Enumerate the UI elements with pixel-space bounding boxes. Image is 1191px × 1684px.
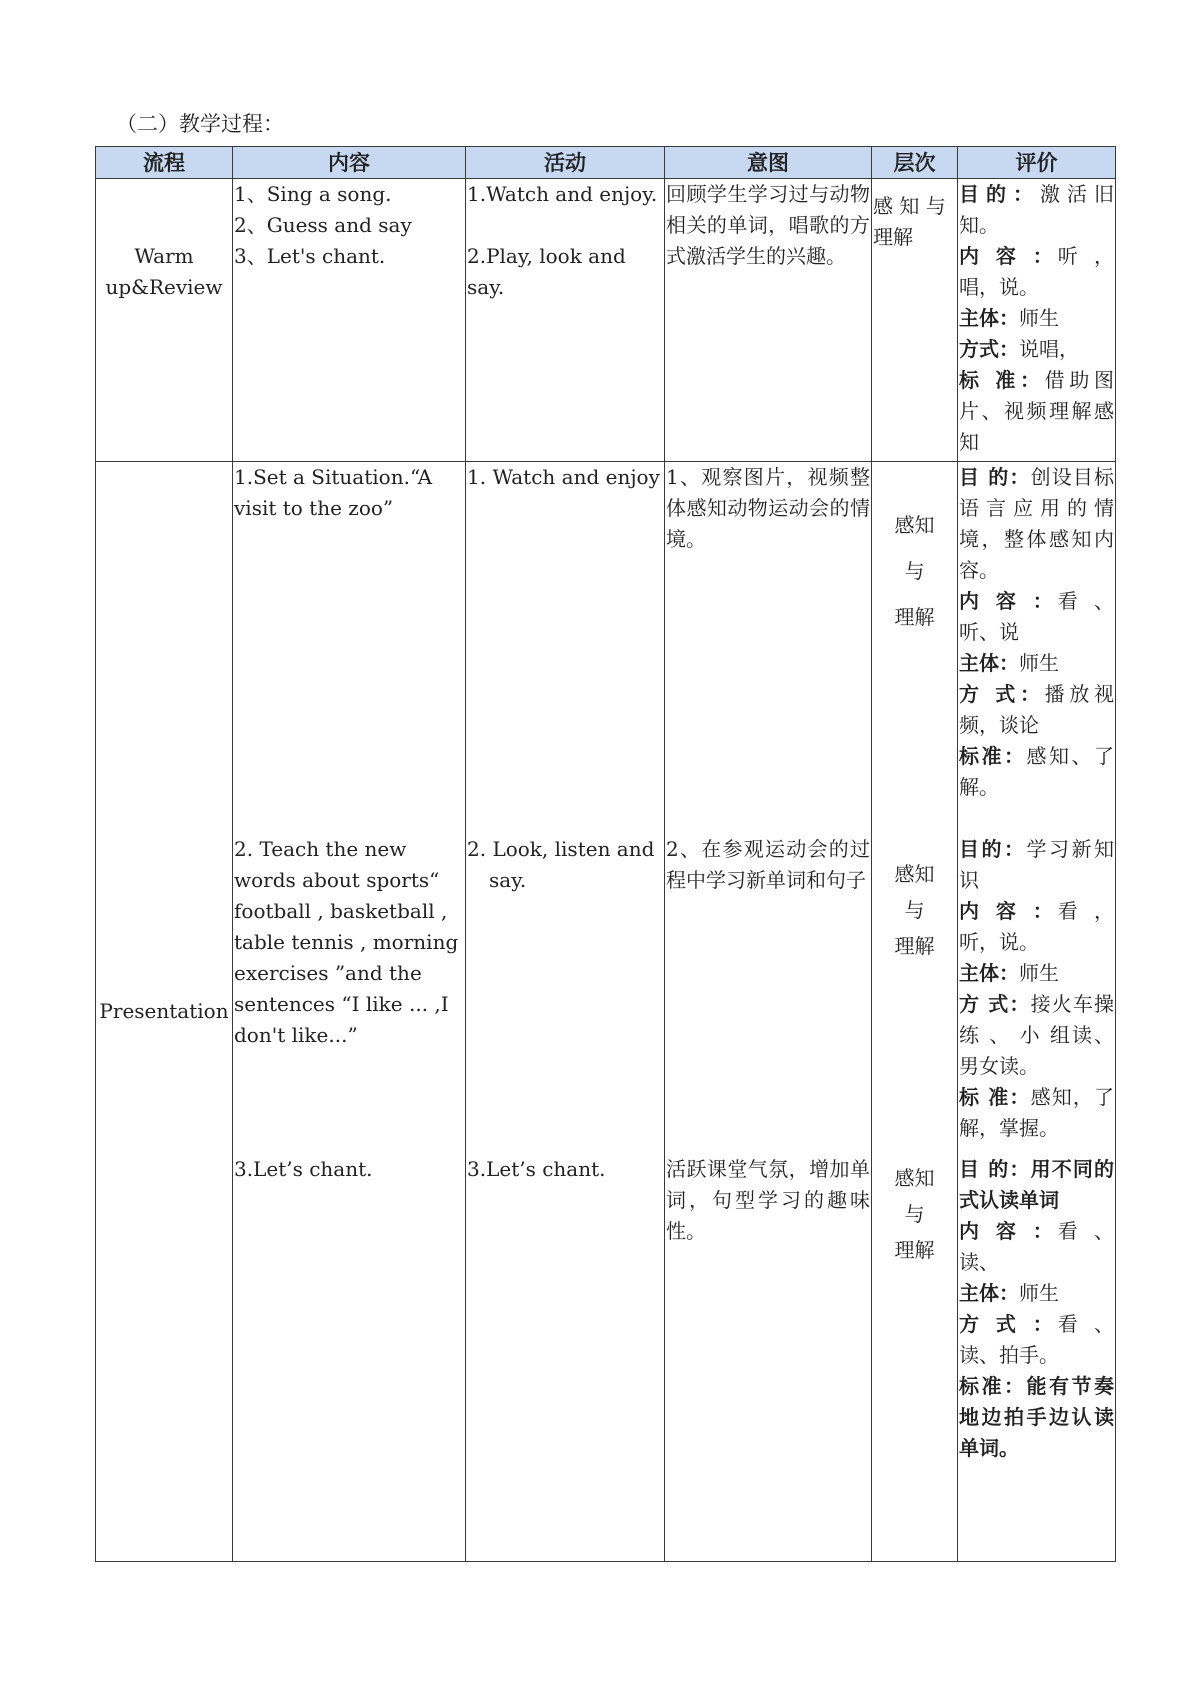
col-header-intent: 意图	[665, 147, 872, 179]
activity-cell	[466, 179, 665, 462]
col-header-evaluation: 评价	[958, 147, 1116, 179]
content-block: 3.Let’s chant.	[234, 1157, 373, 1181]
content-cell	[233, 179, 466, 462]
eval-text: 师生	[1019, 306, 1059, 330]
level-cell	[872, 462, 958, 1562]
eval-block	[959, 462, 1114, 834]
eval-label: 主体：	[959, 306, 1019, 330]
eval-text: 看 、读、	[959, 1219, 1114, 1274]
eval-text: 接火车操 练 、 小 组读、男女读。	[959, 992, 1115, 1078]
col-header-level: 层次	[872, 147, 958, 179]
content-block: 1.Set a Situation.“A visit to the zoo”	[234, 465, 433, 520]
level-cell: 感 知 与理解	[872, 179, 958, 462]
eval-text: 创设目标语言应用的情境，整体感知内容。	[959, 465, 1115, 582]
stage-cell-presentation: Presentation	[96, 462, 233, 1562]
level-line: 感知	[894, 1166, 935, 1190]
content-line: 2、Guess and say	[234, 213, 412, 237]
level-line: 感知	[894, 862, 935, 886]
eval-label: 标 准：	[959, 1085, 1031, 1109]
level-line: 与	[904, 898, 925, 922]
eval-label: 内 容 ：	[959, 899, 1058, 923]
level-line: 理解	[894, 605, 935, 629]
eval-label: 方 式 ：	[959, 1312, 1058, 1336]
eval-label: 目的：	[959, 837, 1027, 861]
header-row	[96, 147, 1116, 179]
activity-block	[467, 834, 663, 1154]
eval-label: 方式：	[959, 337, 1019, 361]
eval-text: 学习新知识	[959, 837, 1114, 892]
eval-text: 师生	[1019, 961, 1059, 985]
intent-block: 1、观察图片，视频整体感知动物运动会的情境。	[666, 465, 870, 551]
eval-label: 标 准：	[959, 368, 1045, 392]
activity-block: 3.Let’s chant.	[467, 1157, 606, 1181]
level-line: 与	[904, 1202, 925, 1226]
eval-label: 主体：	[959, 651, 1019, 675]
eval-text: 借助图片、视频理解感知	[959, 368, 1114, 454]
activity-block: 1. Watch and enjoy	[467, 465, 660, 489]
activity-cell	[466, 462, 665, 1562]
eval-text: 激活旧知。	[959, 182, 1114, 237]
intent-cell: 回顾学生学习过与动物相关的单词，唱歌的方式激活学生的兴趣。	[665, 179, 872, 462]
level-block	[873, 834, 956, 1154]
level-block	[873, 462, 956, 834]
eval-label: 方 式：	[959, 992, 1031, 1016]
eval-block	[959, 1154, 1114, 1464]
level-line: 感知	[894, 513, 935, 537]
eval-text: 看 、读、拍手。	[959, 1312, 1114, 1367]
eval-text: 师生	[1019, 651, 1059, 675]
content-line: 3、Let's chant.	[234, 244, 386, 268]
eval-text: 用不同的式认读单词	[959, 1157, 1115, 1212]
stage-label-line: Warm	[134, 244, 194, 268]
activity-line: 1.Watch and enjoy.	[467, 182, 658, 206]
activity-line: 2. Look, listen and	[467, 837, 655, 861]
content-line: 1、Sing a song.	[234, 182, 392, 206]
eval-text: 感知，了解，掌握。	[959, 1085, 1115, 1140]
eval-label: 方 式：	[959, 682, 1045, 706]
eval-block	[959, 834, 1114, 1154]
level-line: 与	[904, 559, 925, 583]
col-header-content: 内容	[233, 147, 466, 179]
stage-label-line: up&Review	[105, 275, 223, 299]
activity-line: 2.Play, look and say.	[467, 244, 626, 299]
eval-text: 播放视频，谈论	[959, 682, 1114, 737]
eval-label: 目 的：	[959, 1157, 1031, 1181]
stage-cell-warmup	[96, 179, 233, 462]
evaluation-cell	[958, 462, 1116, 1562]
eval-label: 标准：	[959, 1374, 1027, 1398]
content-block: 2. Teach the new words about sports“ football , basketball , table tennis , morning exercises ”and the sentences “I like ... ,I don't like...”	[234, 837, 459, 1047]
table-row-warmup	[96, 179, 1116, 462]
col-header-process: 流程	[96, 147, 233, 179]
eval-text: 听 ，唱，说。	[959, 244, 1114, 299]
level-line: 理解	[894, 1238, 935, 1262]
col-header-activity: 活动	[466, 147, 665, 179]
teaching-process-table	[95, 146, 1116, 1562]
eval-label: 内 容 ：	[959, 1219, 1058, 1243]
table-row-presentation	[96, 462, 1116, 1562]
content-cell	[233, 462, 466, 1562]
intent-block: 活跃课堂气氛，增加单词，句型学习的趣味性。	[666, 1157, 870, 1243]
eval-label: 目的：	[959, 182, 1040, 206]
eval-text: 师生	[1019, 1281, 1059, 1305]
eval-text: 能有节奏地边拍手边认读单词。	[959, 1374, 1114, 1460]
eval-label: 标准：	[959, 744, 1027, 768]
eval-text: 说唱，	[1019, 337, 1079, 361]
intent-cell	[665, 462, 872, 1562]
eval-label: 主体：	[959, 1281, 1019, 1305]
level-block	[873, 1154, 956, 1268]
eval-label: 内 容 ：	[959, 244, 1058, 268]
evaluation-cell	[958, 179, 1116, 462]
eval-label: 目 的：	[959, 465, 1031, 489]
level-line: 理解	[894, 934, 935, 958]
eval-label: 主体：	[959, 961, 1019, 985]
intent-block: 2、在参观运动会的过程中学习新单词和句子	[666, 837, 870, 892]
section-heading: （二）教学过程：	[116, 112, 284, 136]
activity-line: say.	[489, 868, 527, 892]
eval-label: 内 容 ：	[959, 589, 1058, 613]
eval-text: 感知、了解。	[959, 744, 1114, 799]
eval-text: 看 、听、说	[959, 589, 1114, 644]
eval-text: 看 ，听，说。	[959, 899, 1114, 954]
